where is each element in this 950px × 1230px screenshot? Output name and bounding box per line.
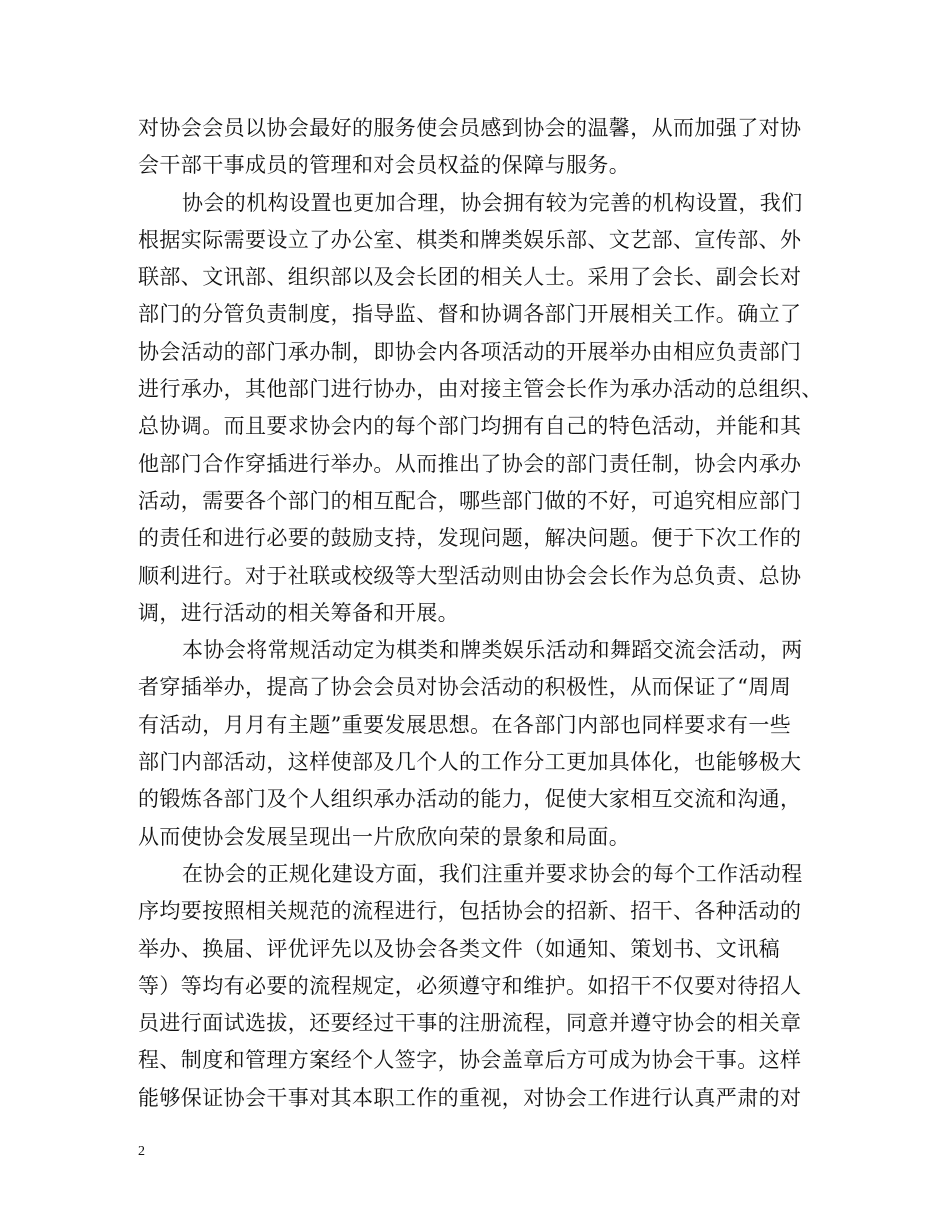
text-line: 在协会的正规化建设方面，我们注重并要求协会的每个工作活动程 [182, 861, 803, 886]
paragraph-2 [138, 185, 823, 633]
text-line: 根据实际需要设立了办公室、棋类和牌类娱乐部、文艺部、宣传部、外 [138, 227, 802, 252]
text-line: 调，进行活动的相关筹备和开展。 [138, 600, 459, 625]
text-line: 从而使协会发展呈现出一片欣欣向荣的景象和局面。 [138, 824, 631, 849]
text-line: 进行承办，其他部门进行协办，由对接主管会长作为承办活动的总组织、 [138, 377, 823, 402]
paragraph-1 [138, 110, 818, 185]
text-line: 协会的机构设置也更加合理，协会拥有较为完善的机构设置，我们 [182, 190, 803, 215]
paragraph-4 [138, 856, 818, 1117]
text-line: 程、制度和管理方案经个人签字，协会盖章后方可成为协会干事。这样 [138, 1048, 802, 1073]
text-line: 举办、换届、评优评先以及协会各类文件（如通知、策划书、文讯稿 [138, 936, 780, 961]
text-line: 协会活动的部门承办制，即协会内各项活动的开展举办由相应负责部门 [138, 339, 802, 364]
text-line: 等）等均有必要的流程规定，必须遵守和维护。如招干不仅要对待招人 [138, 973, 802, 998]
text-line: 会干部干事成员的管理和对会员权益的保障与服务。 [138, 153, 631, 178]
text-line: 者穿插举办，提高了协会会员对协会活动的积极性，从而保证了“周周 [138, 675, 792, 700]
text-line: 活动，需要各个部门的相互配合，哪些部门做的不好，可追究相应部门 [138, 488, 802, 513]
text-line: 联部、文讯部、组织部以及会长团的相关人士。采用了会长、副会长对 [138, 265, 802, 290]
text-line: 的锻炼各部门及个人组织承办活动的能力，促使大家相互交流和沟通， [138, 787, 802, 812]
text-line: 他部门合作穿插进行举办。从而推出了协会的部门责任制，协会内承办 [138, 451, 802, 476]
paragraph-3 [138, 632, 818, 856]
text-line: 对协会会员以协会最好的服务使会员感到协会的温馨，从而加强了对协 [138, 116, 802, 140]
text-line: 员进行面试选拔，还要经过干事的注册流程，同意并遵守协会的相关章 [138, 1011, 802, 1036]
text-line: 顺利进行。对于社联或校级等大型活动则由协会会长作为总负责、总协 [138, 563, 802, 588]
text-line: 能够保证协会干事对其本职工作的重视，对协会工作进行认真严肃的对 [138, 1085, 802, 1110]
text-line: 本协会将常规活动定为棋类和牌类娱乐活动和舞蹈交流会活动，两 [182, 638, 803, 663]
text-line: 总协调。而且要求协会内的每个部门均拥有自己的特色活动，并能和其 [138, 414, 802, 439]
text-line: 部门内部活动，这样使部及几个人的工作分工更加具体化，也能够极大 [138, 750, 802, 775]
page-number: 2 [138, 1144, 145, 1159]
text-line: 的责任和进行必要的鼓励支持，发现问题，解决问题。便于下次工作的 [138, 526, 802, 551]
text-line: 序均要按照相关规范的流程进行，包括协会的招新、招干、各种活动的 [138, 899, 802, 924]
body-text [138, 110, 823, 1117]
text-line: 部门的分管负责制度，指导监、督和协调各部门开展相关工作。确立了 [138, 302, 802, 327]
text-line: 有活动，月月有主题”重要发展思想。在各部门内部也同样要求有一些 [138, 712, 792, 737]
